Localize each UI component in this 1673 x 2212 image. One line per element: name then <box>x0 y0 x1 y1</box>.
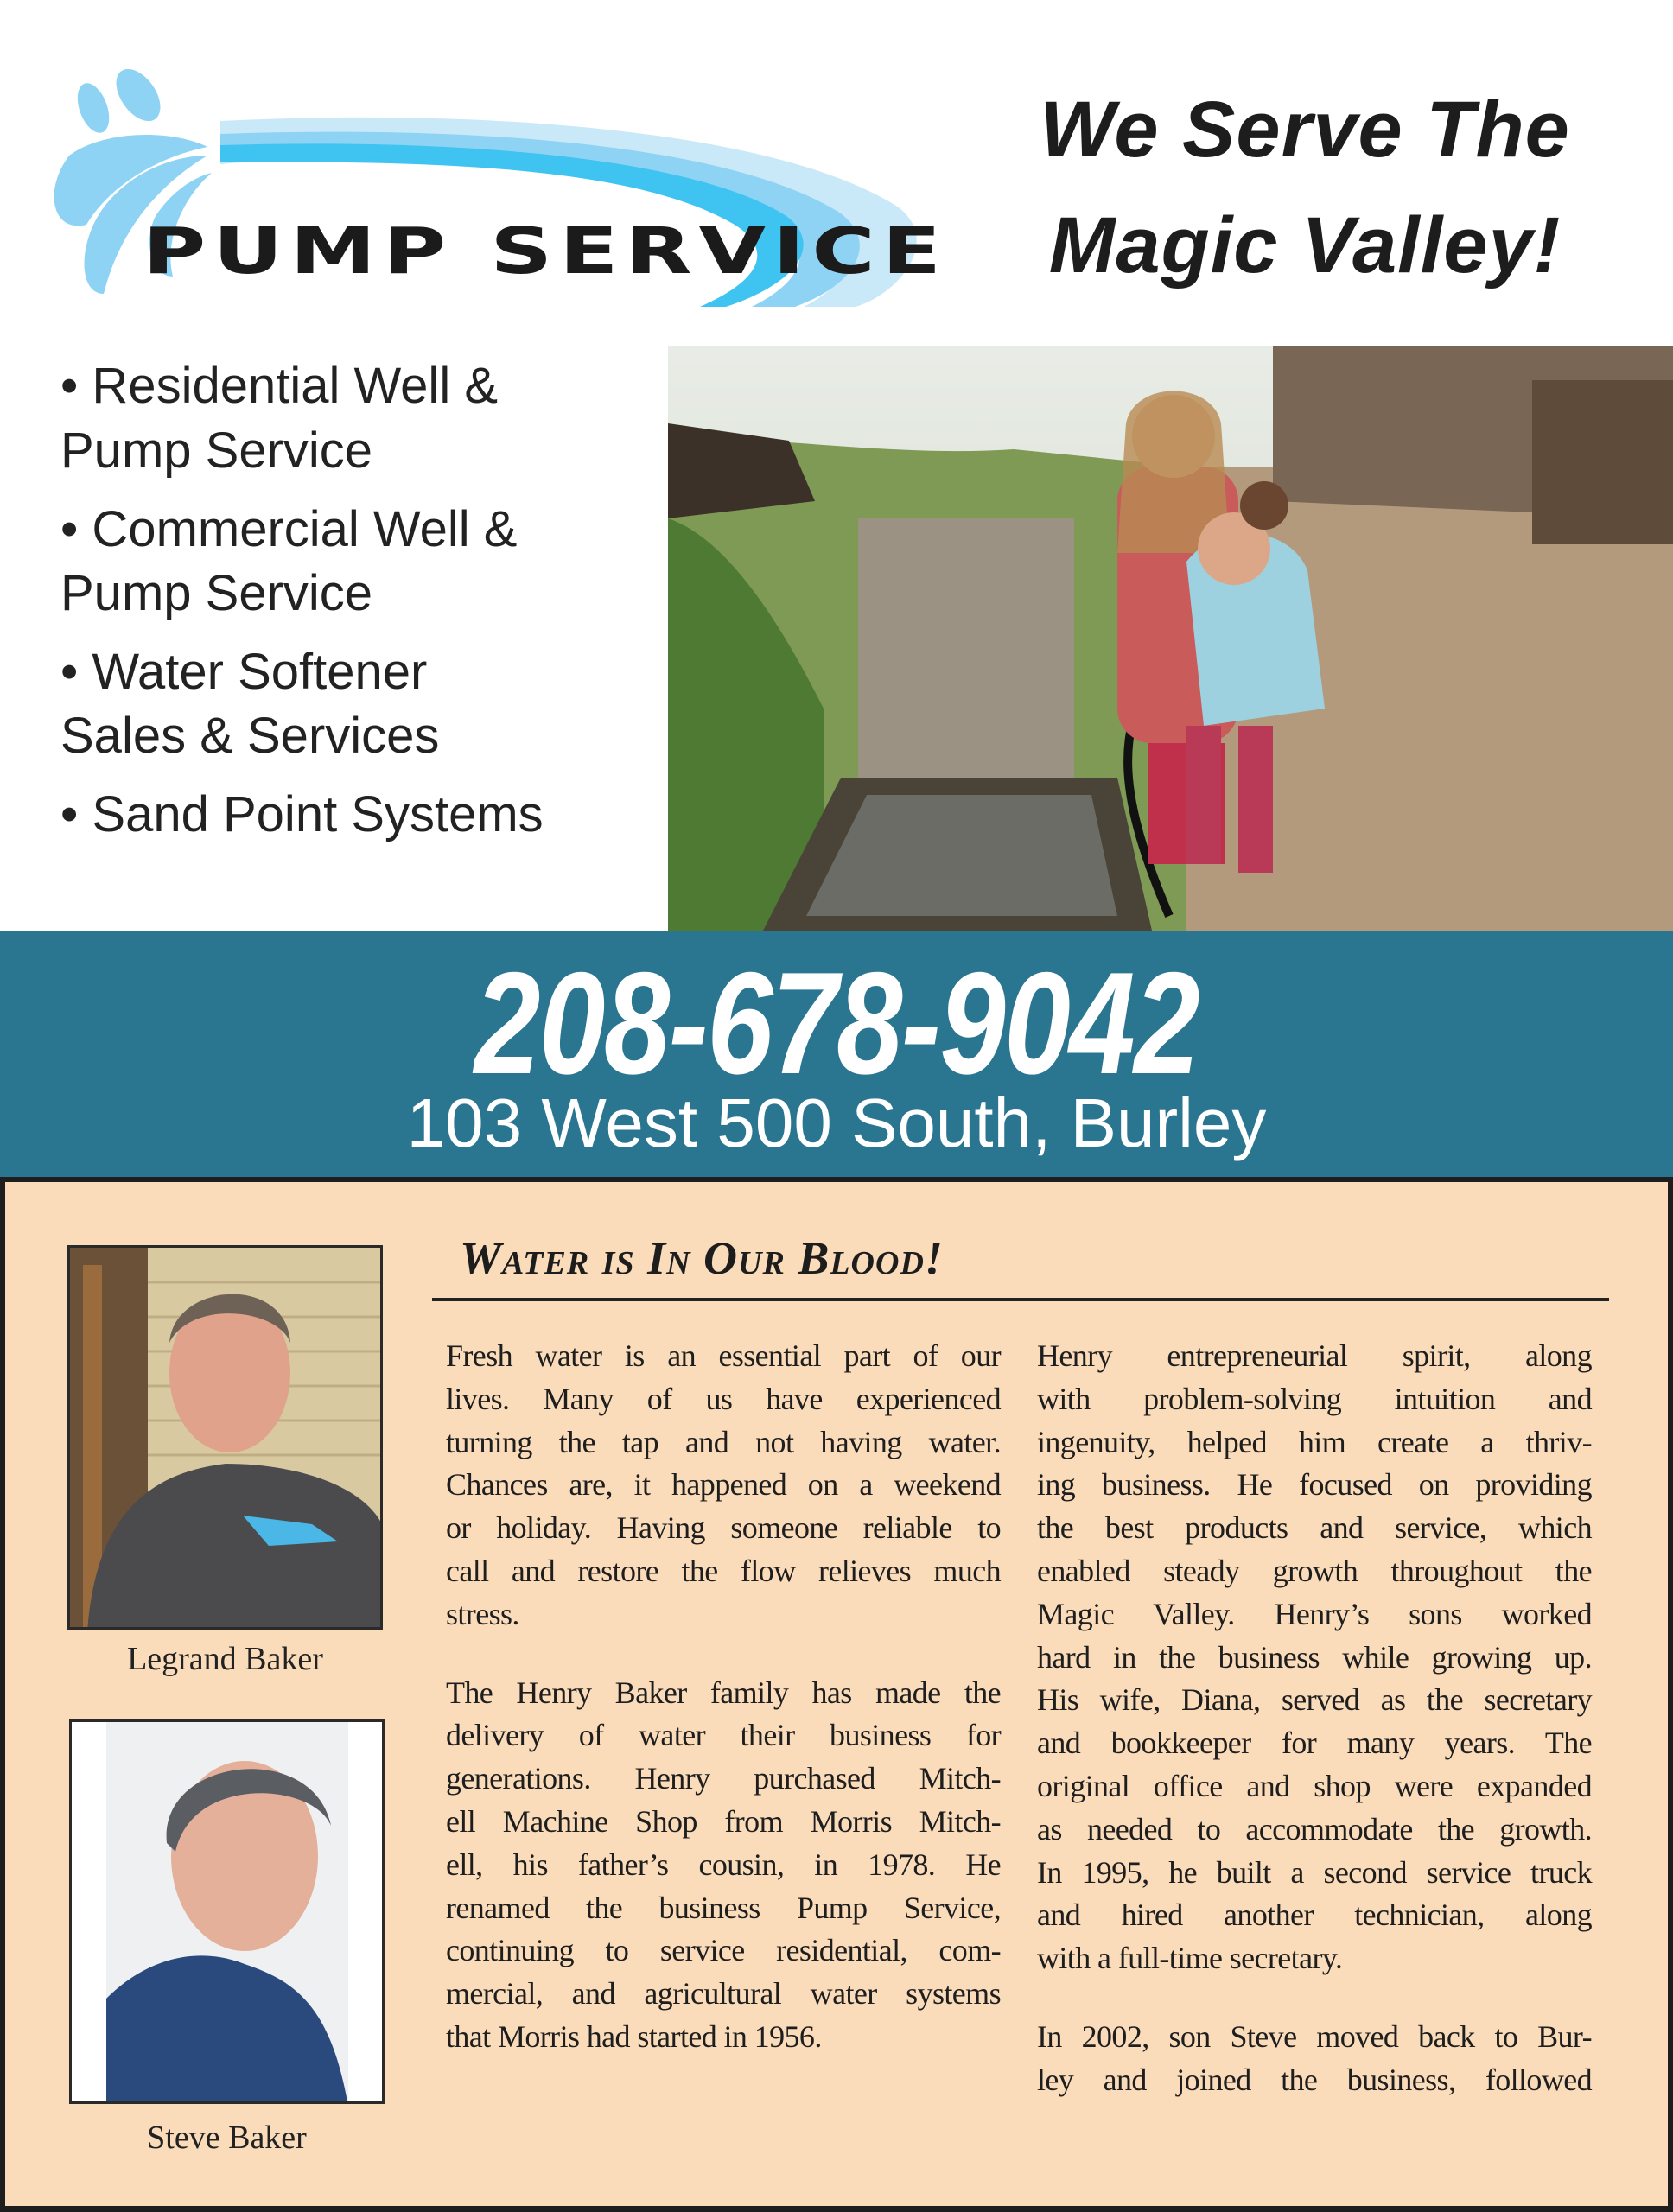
story-text-line: The Henry Baker family has made the <box>446 1675 1001 1710</box>
caption-legrand-baker: Legrand Baker <box>127 1641 323 1677</box>
story-text-line: ing business. He focused on providing <box>1037 1467 1592 1503</box>
hero-photo-children-drinking-water <box>668 346 1673 931</box>
story-text-line: renamed the business Pump Service, <box>446 1890 1001 1925</box>
story-text-line: ley and joined the business, followed <box>1037 2062 1592 2097</box>
service-item: • Sand Point Systems <box>60 786 544 842</box>
story-text-line: ell Machine Shop from Morris Mitch- <box>446 1803 1001 1839</box>
story-text-line: enabled steady growth throughout the <box>1037 1553 1592 1588</box>
story-text-line: that Morris had started in 1956. <box>446 2018 822 2054</box>
paragraph-gap <box>446 1637 1001 1672</box>
story-text-line: or holiday. Having someone reliable to <box>446 1510 1001 1546</box>
story-text-line: and bookkeeper for many years. The <box>1037 1726 1592 1761</box>
story-text-line: generations. Henry purchased Mitch- <box>446 1761 1001 1796</box>
service-item: Pump Service <box>60 423 373 479</box>
pump-service-logo <box>35 69 968 320</box>
service-item: • Residential Well & <box>60 358 498 414</box>
story-text-line: as needed to accommodate the growth. <box>1037 1811 1592 1847</box>
paragraph-gap <box>1037 1980 1592 2016</box>
tagline-line-2: Magic Valley! <box>1048 201 1562 289</box>
phone-number[interactable]: 208-678-9042 <box>474 942 1199 1104</box>
service-item: • Commercial Well & <box>60 501 518 557</box>
story-text-line: mercial, and agricultural water systems <box>446 1976 1001 2012</box>
contact-band <box>0 931 1673 1177</box>
story-column-2 <box>1037 1335 1592 2102</box>
story-text-line: original office and shop were expanded <box>1037 1768 1592 1803</box>
portrait-legrand-baker <box>67 1245 383 1630</box>
story-text-line: Henry entrepreneurial spirit, along <box>1037 1338 1592 1373</box>
story-text-line: continuing to service residential, com- <box>446 1933 1001 1968</box>
story-text-line: Chances are, it happened on a weekend <box>446 1467 1001 1503</box>
logo-text: PUMP SERVICE <box>143 214 949 289</box>
story-text-line: turning the tap and not having water. <box>446 1424 1001 1459</box>
story-text-line: In 1995, he built a second service truck <box>1037 1854 1592 1890</box>
heading-divider <box>432 1298 1609 1301</box>
story-text-line: ingenuity, helped him create a thriv- <box>1037 1424 1592 1459</box>
story-text-line: In 2002, son Steve moved back to Bur- <box>1037 2018 1592 2054</box>
story-heading: Water is In Our Blood! <box>460 1232 944 1284</box>
story-text-line: lives. Many of us have experienced <box>446 1381 1001 1416</box>
service-item: Sales & Services <box>60 708 440 764</box>
story-text-line: Fresh water is an essential part of our <box>446 1338 1001 1373</box>
service-item: Pump Service <box>60 565 373 621</box>
story-text-line: with a full-time secretary. <box>1037 1941 1343 1976</box>
story-text-line: Magic Valley. Henry’s sons worked <box>1037 1596 1592 1631</box>
story-text-line: ell, his father’s cousin, in 1978. He <box>446 1847 1001 1882</box>
story-text-line: stress. <box>446 1596 519 1631</box>
story-column-1 <box>446 1335 1001 2059</box>
story-text-line: call and restore the flow relieves much <box>446 1553 1001 1588</box>
story-text-line: delivery of water their business for <box>446 1718 1001 1753</box>
story-text-line: with problem-solving intuition and <box>1037 1381 1592 1416</box>
caption-steve-baker: Steve Baker <box>147 2120 307 2156</box>
story-text-line: the best products and service, which <box>1037 1510 1592 1546</box>
story-text-line: His wife, Diana, served as the secretary <box>1037 1682 1592 1718</box>
portrait-steve-baker <box>69 1719 385 2104</box>
address: 103 West 500 South, Burley <box>406 1084 1267 1161</box>
tagline-line-1: We Serve The <box>1040 86 1570 174</box>
story-text-line: and hired another technician, along <box>1037 1897 1592 1933</box>
service-item: • Water Softener <box>60 644 428 700</box>
story-text-line: hard in the business while growing up. <box>1037 1639 1592 1675</box>
